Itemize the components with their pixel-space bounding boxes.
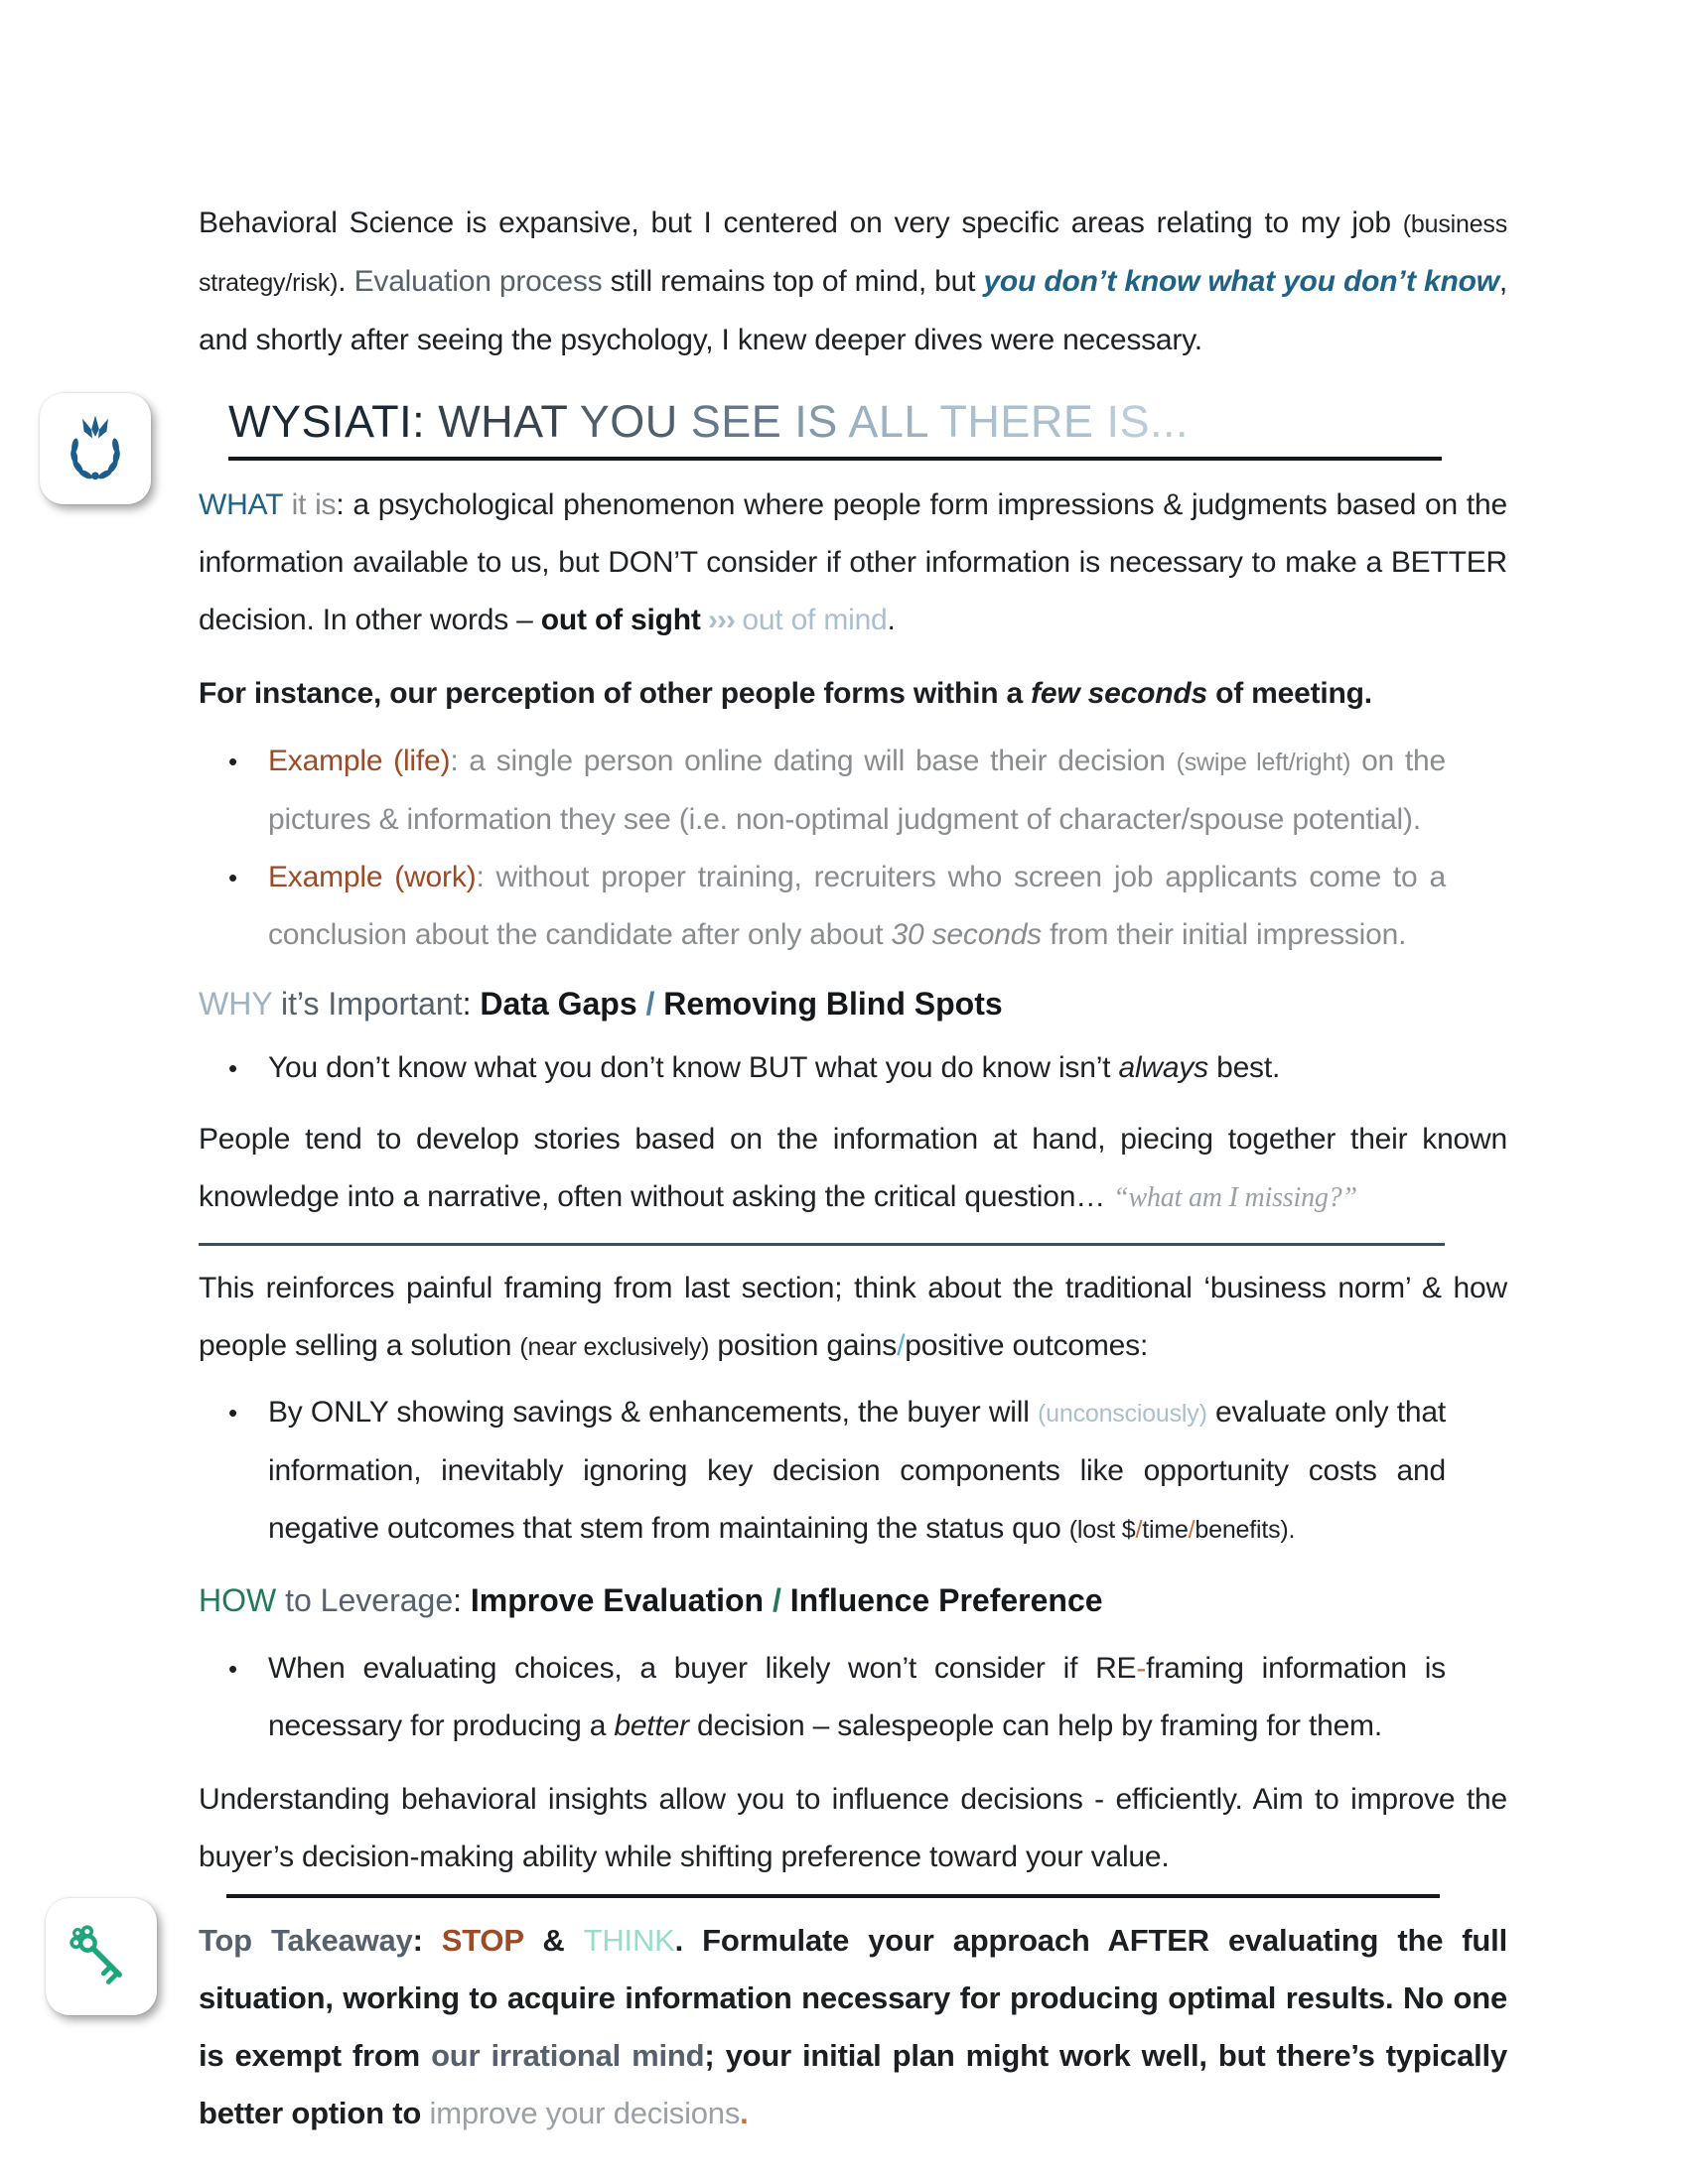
what-it-is-paragraph bbox=[199, 477, 1507, 649]
text-segment: By ONLY showing savings & enhancements, the buyer will bbox=[268, 1396, 1039, 1429]
bullet-marker: • bbox=[228, 1053, 238, 1083]
text-segment: position gains bbox=[709, 1329, 898, 1362]
text-segment: People tend to develop stories based on the information at hand, piecing together their known knowledge into a narrative, often without asking the critical question… bbox=[199, 1123, 1507, 1213]
text-segment: out of mind bbox=[742, 604, 888, 636]
heading-segment: it’s Important bbox=[272, 986, 463, 1022]
text-segment: You don’t know what you don’t know BUT what you do know isn’t bbox=[268, 1051, 1119, 1084]
heading-segment: WHAT bbox=[425, 396, 580, 447]
heading-segment: IS bbox=[794, 396, 849, 447]
laurel-wreath-icon bbox=[40, 393, 151, 504]
text-segment: Top Takeaway bbox=[199, 1923, 413, 1958]
text-segment: decision – salespeople can help by framing for them. bbox=[688, 1709, 1382, 1742]
list-item-example-work bbox=[199, 849, 1507, 964]
bullet-marker: • bbox=[228, 863, 238, 892]
heading-segment: WYSIATI: bbox=[228, 396, 426, 447]
heading-segment: YOU bbox=[579, 396, 691, 447]
text-segment: best. bbox=[1207, 1051, 1281, 1084]
list-item-know bbox=[199, 1039, 1507, 1097]
bullet-marker: • bbox=[228, 1398, 238, 1428]
list-item-example-life bbox=[199, 733, 1507, 849]
text-segment: still remains top of mind, but bbox=[602, 265, 984, 298]
text-segment: : bbox=[412, 1923, 442, 1958]
text-segment: Evaluation process bbox=[353, 265, 603, 298]
understanding-paragraph bbox=[199, 1771, 1507, 1886]
list-item-text bbox=[268, 733, 1446, 849]
list-item-text bbox=[268, 849, 1446, 964]
reinforce-framing-paragraph bbox=[199, 1260, 1507, 1376]
text-segment: 30 seconds bbox=[891, 918, 1042, 951]
text-segment: time bbox=[1142, 1516, 1189, 1544]
text-segment: always bbox=[1118, 1051, 1208, 1084]
list-item-text bbox=[268, 1039, 1446, 1097]
top-takeaway-paragraph bbox=[199, 1912, 1507, 2142]
heading-segment: Influence Preference bbox=[780, 1582, 1103, 1618]
heading-segment: THERE bbox=[939, 396, 1107, 447]
example-bullet-list bbox=[199, 733, 1507, 964]
bullet-marker: • bbox=[228, 747, 238, 776]
list-item-text bbox=[268, 1384, 1446, 1559]
text-segment: . Formulate your approach AFTER evaluating the full situation, working to acquire information necessary for producing optimal results. No one is exempt from bbox=[199, 1923, 1507, 2073]
why-important-heading bbox=[199, 978, 1507, 1029]
leverage-bullet-list bbox=[199, 1640, 1507, 1755]
takeaway-divider bbox=[226, 1894, 1440, 1898]
text-segment: WHAT bbox=[199, 488, 283, 521]
text-segment: benefits). bbox=[1195, 1516, 1296, 1544]
text-segment: (unconsciously) bbox=[1038, 1400, 1207, 1428]
bullet-marker: • bbox=[228, 1654, 238, 1684]
heading-underline bbox=[228, 457, 1442, 461]
heading-segment: SEE bbox=[690, 396, 795, 447]
text-segment: This reinforces painful framing from last section; think about the traditional ‘business norm’ & how people selling a solution bbox=[199, 1272, 1507, 1362]
text-segment: (swipe left/right) bbox=[1176, 749, 1351, 776]
text-segment: Example (work) bbox=[268, 861, 477, 893]
document-content bbox=[199, 0, 1507, 2142]
heading-segment: / bbox=[645, 986, 655, 1022]
text-segment: Understanding behavioral insights allow you to influence decisions - efficiently. Aim to improve the buyer’s decision-making ability while shifting preference toward your value. bbox=[199, 1783, 1507, 1873]
for-instance-paragraph bbox=[199, 665, 1507, 723]
text-segment: , and shortly after seeing the psychology, I knew deeper dives were necessary. bbox=[199, 265, 1507, 356]
text-segment: it is bbox=[282, 488, 337, 521]
heading-segment: to Leverage bbox=[276, 1582, 454, 1618]
text-segment: (lost $ bbox=[1068, 1516, 1136, 1544]
heading-segment: WHY bbox=[199, 986, 273, 1022]
heading-segment: : bbox=[453, 1582, 471, 1618]
framing-bullet-list bbox=[199, 1384, 1507, 1559]
text-segment: ; your initial plan might work well, but there’s typically better option to bbox=[199, 2038, 1507, 2130]
text-segment: When evaluating choices, a buyer likely won’t consider if RE bbox=[268, 1652, 1137, 1685]
text-segment: Behavioral Science is expansive, but I centered on very specific areas relating to my job bbox=[199, 206, 1403, 239]
text-segment: : without proper training, recruiters who screen job applicants come to a conclusion about the candidate after only about bbox=[268, 861, 1446, 951]
heading-segment: HOW bbox=[199, 1582, 277, 1618]
text-segment: / bbox=[897, 1329, 906, 1362]
text-segment: STOP bbox=[441, 1923, 524, 1958]
heading-segment: / bbox=[772, 1582, 781, 1618]
text-segment: : a psychological phenomenon where people form impressions & judgments based on the information available to us, but DON’T consider if other information is necessary to make a BETTER decision. In other words – bbox=[199, 488, 1508, 636]
text-segment: out of sight bbox=[540, 604, 701, 636]
heading-segment: IS... bbox=[1106, 396, 1189, 447]
text-segment: THINK bbox=[583, 1923, 675, 1958]
text-segment: improve your decisions bbox=[429, 2096, 741, 2130]
heading-segment: ALL bbox=[848, 396, 940, 447]
heading-segment: : bbox=[462, 986, 481, 1022]
text-segment: few seconds bbox=[1031, 677, 1207, 710]
text-segment: Example (life) bbox=[268, 745, 451, 777]
text-segment: of meeting. bbox=[1206, 677, 1372, 710]
section-heading-wysiati bbox=[228, 397, 1507, 447]
text-segment: better bbox=[614, 1709, 689, 1742]
list-item-only-showing bbox=[199, 1384, 1507, 1559]
text-segment: framing information is necessary for producing a bbox=[268, 1652, 1446, 1742]
heading-segment: Removing Blind Spots bbox=[654, 986, 1003, 1022]
section-divider bbox=[199, 1243, 1445, 1246]
key-glyph bbox=[62, 1915, 141, 1998]
text-segment: - bbox=[1136, 1652, 1147, 1685]
text-segment: For instance, our perception of other people forms within a bbox=[199, 677, 1032, 710]
text-segment: our irrational mind bbox=[431, 2038, 705, 2073]
heading-segment: Improve Evaluation bbox=[470, 1582, 773, 1618]
text-segment: (business strategy/risk) bbox=[199, 210, 1507, 297]
text-segment: / bbox=[1135, 1516, 1143, 1544]
people-stories-paragraph bbox=[199, 1111, 1507, 1227]
why-bullet-list bbox=[199, 1039, 1507, 1097]
text-segment: (near exclusively) bbox=[519, 1333, 710, 1361]
text-segment: : a single person online dating will base their decision bbox=[450, 745, 1177, 777]
intro-paragraph bbox=[199, 195, 1507, 369]
list-item-text bbox=[268, 1640, 1446, 1755]
text-segment: evaluate only that information, inevitably ignoring key decision components like opportunity costs and negative outcomes that stem from maintaining the status quo bbox=[268, 1396, 1446, 1545]
text-segment: . bbox=[887, 604, 896, 636]
chevrons-glyph: ››› bbox=[700, 604, 743, 636]
how-to-leverage-heading bbox=[199, 1574, 1507, 1626]
text-segment: positive outcomes: bbox=[905, 1329, 1149, 1362]
text-segment: . bbox=[740, 2096, 749, 2130]
text-segment: you don’t know what you don’t know bbox=[983, 265, 1499, 298]
list-item-when-evaluating bbox=[199, 1640, 1507, 1755]
heading-segment: Data Gaps bbox=[480, 986, 646, 1022]
text-segment: . bbox=[338, 265, 354, 298]
text-segment: / bbox=[1188, 1516, 1196, 1544]
laurel-wreath-glyph bbox=[58, 411, 133, 486]
key-icon bbox=[46, 1898, 157, 2015]
text-segment: from their initial impression. bbox=[1041, 918, 1407, 951]
text-segment: on the pictures & information they see (i.e. non-optimal judgment of character/spouse potential). bbox=[268, 745, 1447, 836]
text-segment: “what am I missing?” bbox=[1113, 1182, 1357, 1213]
text-segment: & bbox=[523, 1923, 584, 1958]
